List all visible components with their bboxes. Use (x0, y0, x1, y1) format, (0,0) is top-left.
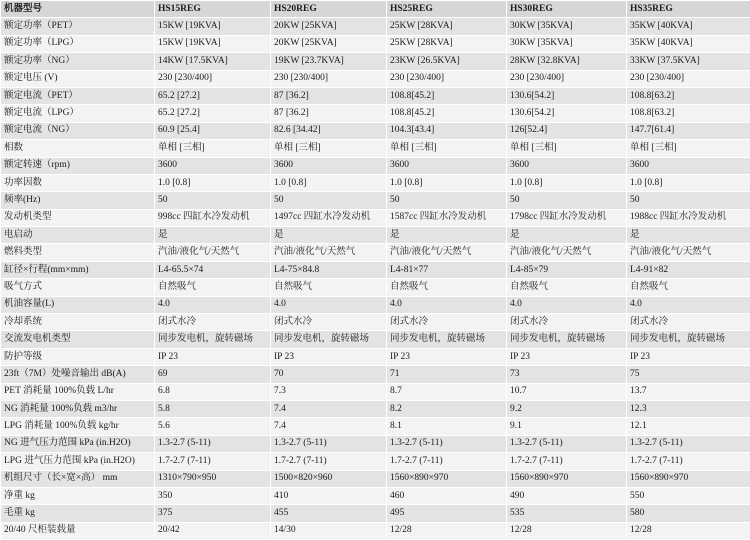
spec-value: 汽油/液化气/天然气 (507, 244, 627, 261)
table-row (1, 192, 750, 209)
table-row (1, 244, 750, 261)
spec-value: 8.2 (387, 400, 507, 417)
spec-value: 自然吸气 (387, 279, 507, 296)
row-label: 机油容量(L) (1, 296, 155, 313)
spec-value: 15KW [19KVA] (155, 18, 271, 35)
row-label: 交流发电机类型 (1, 331, 155, 348)
spec-value: 108.8[45.2] (387, 87, 507, 104)
spec-value: 70 (271, 366, 387, 383)
spec-value: 1.7-2.7 (7-11) (507, 453, 627, 470)
row-label: 净重 kg (1, 487, 155, 504)
table-row (1, 279, 750, 296)
spec-value: 8.7 (387, 383, 507, 400)
spec-value: 3600 (387, 157, 507, 174)
table-row (1, 331, 750, 348)
spec-value: 同步发电机，旋转磁场 (155, 331, 271, 348)
spec-value: 3600 (507, 157, 627, 174)
spec-value: 1560×890×970 (387, 470, 507, 487)
row-label: 额定功率（PET） (1, 18, 155, 35)
spec-value: 375 (155, 505, 271, 522)
spec-value: 50 (387, 192, 507, 209)
spec-value: 单相 [三相] (155, 140, 271, 157)
table-row (1, 53, 750, 70)
spec-value: 是 (155, 227, 271, 244)
row-label: 毛重 kg (1, 505, 155, 522)
spec-value: 87 [36.2] (271, 105, 387, 122)
spec-value: 495 (387, 505, 507, 522)
row-label: 额定功率（NG） (1, 53, 155, 70)
table-row (1, 18, 750, 35)
row-label: 防护等级 (1, 348, 155, 365)
spec-value: 是 (271, 227, 387, 244)
spec-value: 1798cc 四缸水冷发动机 (507, 209, 627, 226)
spec-value: 1560×890×970 (627, 470, 750, 487)
spec-value: 230 [230/400] (271, 70, 387, 87)
spec-value: 闭式水冷 (155, 314, 271, 331)
spec-value: 12.1 (627, 418, 750, 435)
spec-value: 1.3-2.7 (5-11) (271, 435, 387, 452)
spec-value: 20KW [25KVA] (271, 35, 387, 52)
row-label: 额定转速（rpm) (1, 157, 155, 174)
spec-value: 490 (507, 487, 627, 504)
spec-value: 10.7 (507, 383, 627, 400)
spec-value: IP 23 (387, 348, 507, 365)
spec-value: 是 (507, 227, 627, 244)
spec-value: 闭式水冷 (507, 314, 627, 331)
spec-value: 闭式水冷 (627, 314, 750, 331)
spec-value: 1500×820×960 (271, 470, 387, 487)
row-label: LPG 消耗量 100%负载 kg/hr (1, 418, 155, 435)
table-row (1, 174, 750, 191)
spec-value: L4-81×77 (387, 261, 507, 278)
row-label: 频率(Hz) (1, 192, 155, 209)
row-label: 23ft（7M）处噪音输出 dB(A) (1, 366, 155, 383)
row-label: 额定电流（NG） (1, 122, 155, 139)
row-label: 燃料类型 (1, 244, 155, 261)
spec-value: 35KW [40KVA] (627, 35, 750, 52)
spec-value: 同步发电机，旋转磁场 (627, 331, 750, 348)
table-row (1, 140, 750, 157)
spec-value: 1.0 [0.8] (271, 174, 387, 191)
header-cell-model: HS35REG (627, 1, 750, 18)
spec-value: 单相 [三相] (627, 140, 750, 157)
spec-value: 汽油/液化气/天然气 (271, 244, 387, 261)
spec-value: 7.4 (271, 400, 387, 417)
spec-value: 460 (387, 487, 507, 504)
row-label: 发动机类型 (1, 209, 155, 226)
spec-value: 230 [230/400] (507, 70, 627, 87)
spec-value: 12/28 (387, 522, 507, 539)
spec-value: 108.8[63.2] (627, 105, 750, 122)
spec-value: 230 [230/400] (155, 70, 271, 87)
spec-value: 65.2 [27.2] (155, 87, 271, 104)
spec-value: 1.7-2.7 (7-11) (155, 453, 271, 470)
table-row (1, 470, 750, 487)
spec-value: L4-65.5×74 (155, 261, 271, 278)
header-cell-label: 机器型号 (1, 1, 155, 18)
spec-value: 3600 (155, 157, 271, 174)
spec-value: 455 (271, 505, 387, 522)
spec-value: 1.3-2.7 (5-11) (387, 435, 507, 452)
header-cell-model: HS25REG (387, 1, 507, 18)
spec-value: 单相 [三相] (507, 140, 627, 157)
row-label: 电启动 (1, 227, 155, 244)
spec-value: 4.0 (627, 296, 750, 313)
row-label: 吸气方式 (1, 279, 155, 296)
spec-value: 12.3 (627, 400, 750, 417)
spec-value: 50 (155, 192, 271, 209)
spec-value: 单相 [三相] (387, 140, 507, 157)
row-label: PET 消耗量 100%负载 L/hr (1, 383, 155, 400)
spec-table-body (1, 1, 750, 540)
spec-value: 25KW [28KVA] (387, 18, 507, 35)
spec-value: 同步发电机，旋转磁场 (271, 331, 387, 348)
spec-value: 1560×890×970 (507, 470, 627, 487)
spec-value: 108.8[45.2] (387, 105, 507, 122)
spec-value: 998cc 四缸水冷发动机 (155, 209, 271, 226)
table-row (1, 400, 750, 417)
spec-value: 1.3-2.7 (5-11) (507, 435, 627, 452)
spec-value: 1.7-2.7 (7-11) (387, 453, 507, 470)
row-label: NG 消耗量 100%负载 m3/hr (1, 400, 155, 417)
table-row (1, 505, 750, 522)
spec-value: 1988cc 四缸水冷发动机 (627, 209, 750, 226)
table-row (1, 35, 750, 52)
table-row (1, 87, 750, 104)
spec-value: 71 (387, 366, 507, 383)
spec-value: 130.6[54.2] (507, 105, 627, 122)
row-label: 20/40 尺柜装载量 (1, 522, 155, 539)
spec-value: 33KW [37.5KVA] (627, 53, 750, 70)
spec-value: 1497cc 四缸水冷发动机 (271, 209, 387, 226)
spec-value: 30KW [35KVA] (507, 18, 627, 35)
spec-value: 410 (271, 487, 387, 504)
row-label: 相数 (1, 140, 155, 157)
spec-value: 23KW [26.5KVA] (387, 53, 507, 70)
spec-value: 是 (387, 227, 507, 244)
spec-value: 14KW [17.5KVA] (155, 53, 271, 70)
spec-value: 9.1 (507, 418, 627, 435)
spec-value: 69 (155, 366, 271, 383)
spec-value: 自然吸气 (627, 279, 750, 296)
spec-value: 82.6 [34.42] (271, 122, 387, 139)
row-label: 额定电流（PET） (1, 87, 155, 104)
spec-value: IP 23 (271, 348, 387, 365)
row-label: 额定功率（LPG） (1, 35, 155, 52)
row-label: 功率因数 (1, 174, 155, 191)
spec-value: 4.0 (155, 296, 271, 313)
spec-value: 230 [230/400] (627, 70, 750, 87)
spec-value: 535 (507, 505, 627, 522)
spec-value: 130.6[54.2] (507, 87, 627, 104)
row-label: 冷却系统 (1, 314, 155, 331)
spec-value: IP 23 (627, 348, 750, 365)
table-row (1, 70, 750, 87)
table-row (1, 383, 750, 400)
spec-value: 230 [230/400] (387, 70, 507, 87)
spec-value: 汽油/液化气/天然气 (155, 244, 271, 261)
row-label: 缸径×行程(mm×mm) (1, 261, 155, 278)
table-row (1, 366, 750, 383)
spec-value: 自然吸气 (507, 279, 627, 296)
spec-value: 1587cc 四缸水冷发动机 (387, 209, 507, 226)
spec-value: 闭式水冷 (387, 314, 507, 331)
spec-value: L4-91×82 (627, 261, 750, 278)
spec-value: 5.8 (155, 400, 271, 417)
table-row (1, 261, 750, 278)
spec-value: 60.9 [25.4] (155, 122, 271, 139)
row-label: 额定电流（LPG） (1, 105, 155, 122)
spec-value: 4.0 (271, 296, 387, 313)
spec-value: 3600 (627, 157, 750, 174)
spec-value: 75 (627, 366, 750, 383)
table-row (1, 314, 750, 331)
table-row (1, 209, 750, 226)
spec-value: IP 23 (507, 348, 627, 365)
spec-value: 5.6 (155, 418, 271, 435)
row-label: LPG 进气压力范围 kPa (in.H2O) (1, 453, 155, 470)
spec-value: 25KW [28KVA] (387, 35, 507, 52)
spec-value: 73 (507, 366, 627, 383)
spec-value: 同步发电机，旋转磁场 (507, 331, 627, 348)
header-cell-model: HS15REG (155, 1, 271, 18)
spec-value: 8.1 (387, 418, 507, 435)
spec-value: 自然吸气 (155, 279, 271, 296)
spec-value: 4.0 (507, 296, 627, 313)
spec-value: 汽油/液化气/天然气 (387, 244, 507, 261)
table-row (1, 122, 750, 139)
header-cell-model: HS30REG (507, 1, 627, 18)
spec-value: 13.7 (627, 383, 750, 400)
spec-value: 6.8 (155, 383, 271, 400)
spec-value: 550 (627, 487, 750, 504)
spec-value: 是 (627, 227, 750, 244)
table-row (1, 435, 750, 452)
spec-value: 15KW [19KVA] (155, 35, 271, 52)
spec-value: 单相 [三相] (271, 140, 387, 157)
spec-value: 3600 (271, 157, 387, 174)
header-row (1, 1, 750, 18)
spec-value: 20/42 (155, 522, 271, 539)
table-row (1, 296, 750, 313)
table-row (1, 522, 750, 539)
spec-value: 1.0 [0.8] (507, 174, 627, 191)
spec-value: 28KW [32.8KVA] (507, 53, 627, 70)
spec-value: 350 (155, 487, 271, 504)
header-cell-model: HS20REG (271, 1, 387, 18)
spec-value: 50 (627, 192, 750, 209)
spec-value: L4-85×79 (507, 261, 627, 278)
table-row (1, 348, 750, 365)
spec-value: 1.0 [0.8] (387, 174, 507, 191)
spec-value: 1.7-2.7 (7-11) (627, 453, 750, 470)
spec-value: 126[52.4] (507, 122, 627, 139)
row-label: 机组尺寸（长×宽×高） mm (1, 470, 155, 487)
spec-value: 12/28 (627, 522, 750, 539)
spec-value: 1.7-2.7 (7-11) (271, 453, 387, 470)
spec-value: 19KW [23.7KVA] (271, 53, 387, 70)
spec-value: 1.0 [0.8] (155, 174, 271, 191)
spec-value: 147.7[61.4] (627, 122, 750, 139)
table-row (1, 227, 750, 244)
spec-value: 同步发电机，旋转磁场 (387, 331, 507, 348)
spec-value: 闭式水冷 (271, 314, 387, 331)
spec-value: 1.3-2.7 (5-11) (155, 435, 271, 452)
spec-value: 9.2 (507, 400, 627, 417)
spec-value: 4.0 (387, 296, 507, 313)
spec-value: 65.2 [27.2] (155, 105, 271, 122)
spec-value: 14/30 (271, 522, 387, 539)
spec-value: 20KW [25KVA] (271, 18, 387, 35)
spec-value: 自然吸气 (271, 279, 387, 296)
spec-value: 50 (271, 192, 387, 209)
spec-value: 87 [36.2] (271, 87, 387, 104)
spec-value: 7.4 (271, 418, 387, 435)
table-row (1, 487, 750, 504)
spec-value: L4-75×84.8 (271, 261, 387, 278)
row-label: 额定电压 (V) (1, 70, 155, 87)
spec-value: 12/28 (507, 522, 627, 539)
row-label: NG 进气压力范围 kPa (in.H2O) (1, 435, 155, 452)
spec-value: 30KW [35KVA] (507, 35, 627, 52)
spec-value: 1310×790×950 (155, 470, 271, 487)
table-row (1, 453, 750, 470)
table-row (1, 157, 750, 174)
spec-value: 1.3-2.7 (5-11) (627, 435, 750, 452)
table-row (1, 105, 750, 122)
spec-value: 104.3[43.4] (387, 122, 507, 139)
spec-value: 汽油/液化气/天然气 (627, 244, 750, 261)
spec-value: IP 23 (155, 348, 271, 365)
spec-value: 108.8[63.2] (627, 87, 750, 104)
spec-value: 50 (507, 192, 627, 209)
spec-value: 35KW [40KVA] (627, 18, 750, 35)
spec-value: 7.3 (271, 383, 387, 400)
table-row (1, 418, 750, 435)
spec-value: 580 (627, 505, 750, 522)
spec-value: 1.0 [0.8] (627, 174, 750, 191)
